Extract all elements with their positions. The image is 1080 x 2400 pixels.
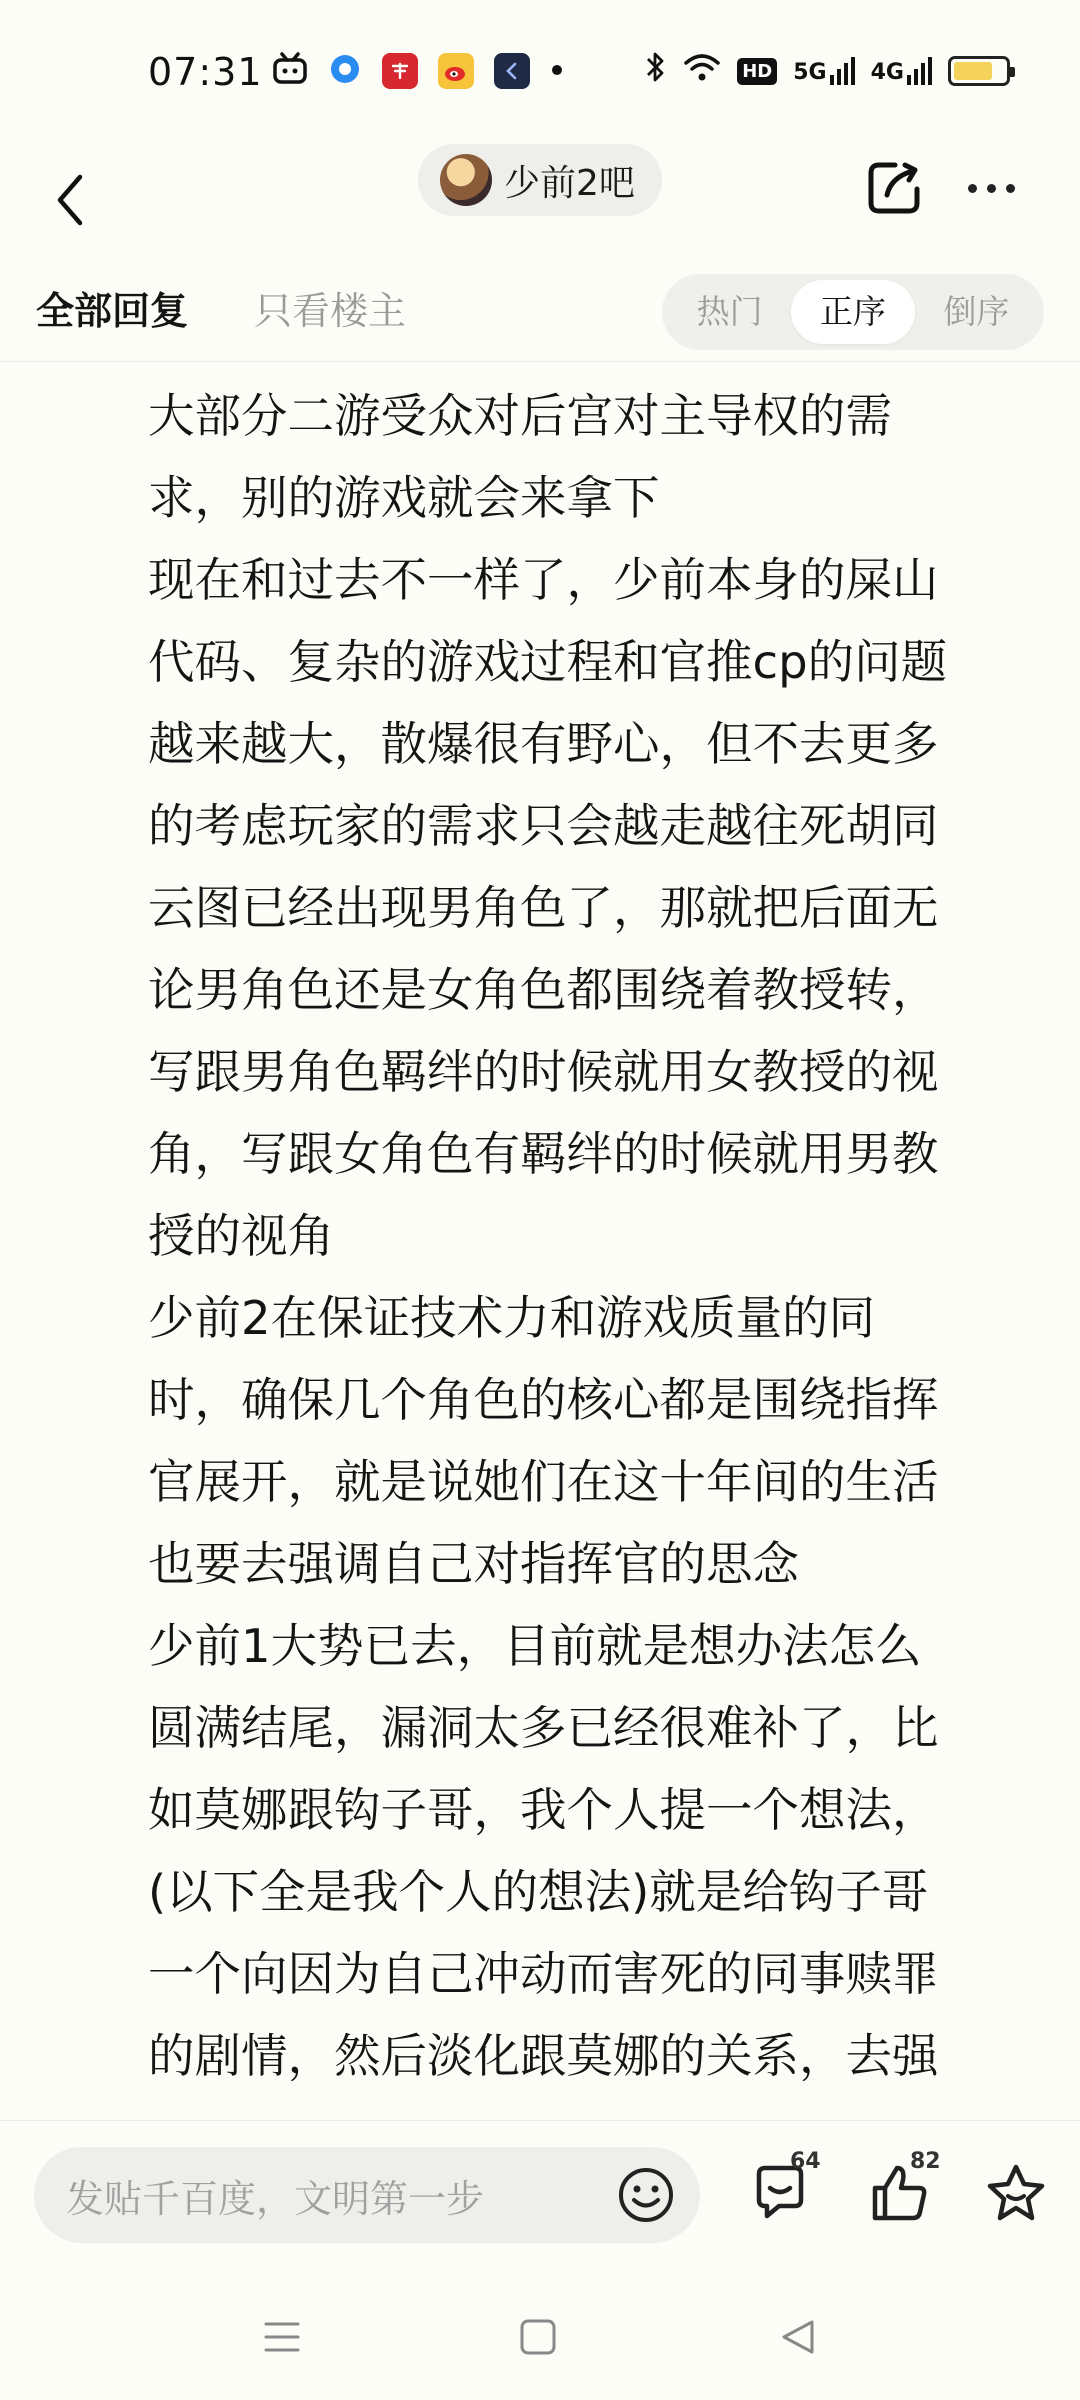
comment-button[interactable] (744, 2149, 821, 2229)
reply-input[interactable] (34, 2147, 700, 2243)
forum-name: 少前2吧 (504, 162, 635, 204)
share-icon (865, 159, 923, 217)
post-line: 求，别的游戏就会来拿下 (148, 471, 660, 525)
dark-app-icon (494, 53, 530, 89)
battery-fill (954, 62, 992, 80)
smiley-icon (616, 2165, 676, 2225)
more-notifications-dot-icon (550, 62, 564, 81)
post-line: 大部分二游受众对后宫对主导权的需 (148, 389, 892, 443)
like-button[interactable] (864, 2149, 941, 2229)
home-button[interactable] (508, 2312, 568, 2362)
status-time: 07:31 (148, 50, 263, 94)
star-icon (984, 2162, 1048, 2224)
favorite-button[interactable] (980, 2157, 1052, 2229)
sort-hot[interactable]: 热门 (696, 292, 763, 331)
post-line: 云图已经出现男角色了，那就把后面无 (148, 881, 939, 935)
tab-all-replies[interactable]: 全部回复 (36, 289, 189, 333)
status-bar (0, 0, 1080, 140)
post-body (148, 375, 1048, 2097)
sort-segmented-control (662, 274, 1044, 350)
comment-count: 64 (790, 2149, 821, 2174)
post-line: 如莫娜跟钩子哥，我个人提一个想法， (148, 1783, 939, 1837)
notification-icons (272, 52, 564, 90)
top-app-bar (0, 140, 1080, 260)
post-line: 授的视角 (148, 1209, 334, 1263)
bluetooth-icon (643, 50, 667, 92)
reply-filter-bar (0, 262, 1080, 362)
post-line: 论男角色还是女角色都围绕着教授转， (148, 963, 939, 1017)
sort-ascending[interactable]: 正序 (791, 280, 914, 344)
post-line: 圆满结尾，漏洞太多已经很难补了，比 (148, 1701, 939, 1755)
post-line: 官展开，就是说她们在这十年间的生活 (148, 1455, 939, 1509)
post-line: 时，确保几个角色的核心都是围绕指挥 (148, 1373, 939, 1427)
chevron-left-icon (55, 173, 85, 227)
bilibili-tv-icon (272, 52, 308, 90)
post-content (0, 363, 1080, 2120)
back-nav-button[interactable] (768, 2312, 828, 2362)
post-line: 写跟男角色羁绊的时候就用女教授的视 (148, 1045, 939, 1099)
menu-icon (262, 2319, 302, 2355)
dot-icon (968, 184, 977, 193)
post-line: 现在和过去不一样了，少前本身的屎山 (148, 553, 939, 607)
wifi-icon (683, 52, 721, 90)
like-count: 82 (910, 2149, 941, 2174)
sort-descending[interactable]: 倒序 (943, 292, 1010, 331)
bottom-action-bar (0, 2120, 1080, 2270)
system-status-icons (643, 50, 1010, 92)
red-app-icon (382, 53, 418, 89)
recents-button[interactable] (252, 2312, 312, 2362)
post-line: 角，写跟女角色有羁绊的时候就用男教 (148, 1127, 939, 1181)
weibo-icon (438, 53, 474, 89)
square-icon (519, 2318, 557, 2356)
dot-icon (1006, 184, 1015, 193)
post-line: 一个向因为自己冲动而害死的同事赎罪 (148, 1947, 939, 2001)
tab-only-op[interactable]: 只看楼主 (254, 289, 407, 333)
post-line: (以下全是我个人的想法)就是给钩子哥 (148, 1865, 929, 1919)
emoji-button[interactable] (616, 2165, 676, 2225)
forum-avatar (440, 154, 492, 206)
post-line: 的剧情，然后淡化跟莫娜的关系，去强 (148, 2029, 939, 2083)
system-navigation-bar (0, 2270, 1080, 2400)
post-line: 越来越大，散爆很有野心，但不去更多 (148, 717, 939, 771)
signal-4g-icon: 4G (871, 57, 932, 85)
post-line: 的考虑玩家的需求只会越走越往死胡同 (148, 799, 939, 853)
blue-dot-app-icon (328, 52, 362, 90)
post-line: 少前1大势已去，目前就是想办法怎么 (148, 1619, 922, 1673)
more-options-button[interactable] (956, 158, 1026, 218)
dot-icon (987, 184, 996, 193)
post-line: 代码、复杂的游戏过程和官推cp的问题 (148, 635, 948, 689)
battery-icon (948, 56, 1010, 86)
post-line: 也要去强调自己对指挥官的思念 (148, 1537, 799, 1591)
forum-pill-button[interactable] (418, 144, 662, 216)
triangle-back-icon (780, 2318, 816, 2356)
post-line: 少前2在保证技术力和游戏质量的同 (148, 1291, 876, 1345)
signal-5g-icon: 5G (793, 57, 854, 85)
share-button[interactable] (860, 154, 928, 222)
back-button[interactable] (40, 170, 100, 230)
reply-placeholder: 发贴千百度，文明第一步 (66, 2176, 485, 2221)
hd-badge: HD (737, 58, 777, 85)
